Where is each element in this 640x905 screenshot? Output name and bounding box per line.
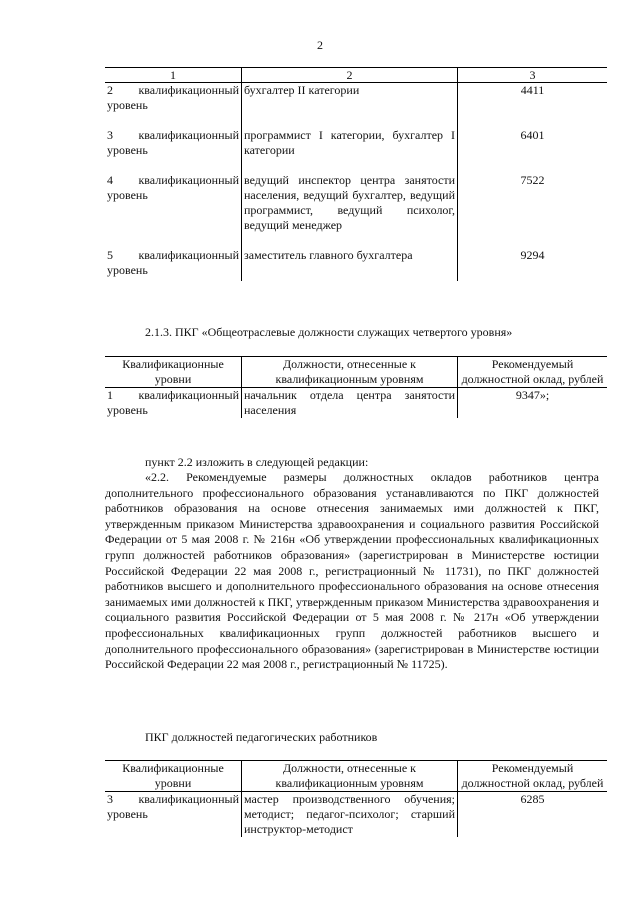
positions: программист I категории, бухгалтер I категории <box>242 128 458 173</box>
positions: бухгалтер II категории <box>242 83 458 129</box>
amendment-instruction: пункт 2.2 изложить в следующей редакции: <box>145 455 369 469</box>
column-number: 3 <box>458 68 608 83</box>
qualification-level: 3 квалификационный уровень <box>107 792 239 821</box>
column-header: Квалификационные уровни <box>105 761 242 792</box>
column-header: Рекомендуемый должностной оклад, рублей <box>458 357 608 388</box>
section-heading: 2.1.3. ПКГ «Общеотраслевые должности служащих четвертого уровня» <box>145 325 513 339</box>
column-header: Должности, отнесенные к квалификационным уровням <box>242 761 458 792</box>
page-number: 2 <box>317 38 323 52</box>
salary-value: 9294 <box>458 248 608 281</box>
salary-value: 6401 <box>458 128 608 173</box>
salary-table-fourth-level <box>105 356 607 418</box>
table-header-row <box>105 357 607 388</box>
column-header: Квалификационные уровни <box>105 357 242 388</box>
positions: мастер производственного обучения; методист; педагог-психолог; старший инструктор-методист <box>242 792 458 838</box>
positions: заместитель главного бухгалтера <box>242 248 458 281</box>
positions: ведущий инспектор центра занятости населения, ведущий бухгалтер, ведущий программист, ведущий психолог, ведущий менеджер <box>242 173 458 248</box>
qualification-level: 4 квалификационный уровень <box>107 173 239 202</box>
qualification-level: 3 квалификационный уровень <box>107 128 239 157</box>
positions: начальник отдела центра занятости населения <box>242 388 458 419</box>
table-column-number-row <box>105 68 607 83</box>
table-row <box>105 388 607 419</box>
table-row <box>105 248 607 281</box>
table-header-row <box>105 761 607 792</box>
column-number: 1 <box>105 68 242 83</box>
salary-table-continued <box>105 67 607 281</box>
salary-value: 6285 <box>458 792 608 838</box>
column-header: Рекомендуемый должностной оклад, рублей <box>458 761 608 792</box>
body-paragraph: «2.2. Рекомендуемые размеры должностных окладов работников центра дополнительного профессионального образования устанавливаются по ПКГ должностей работников образования на основе отнесения занимаемых ими должностей к ПКГ, утвержденным приказом Министерства здравоохранения и социального развития Российской Федерации от 5 мая 2008 г. № 216н «Об утверждении профессиональных квалификационных групп должностей работников образования» (зарегистрирован в Министерстве юстиции Российской Федерации 22 мая 2008 г., регистрационный № 11731), по ПКГ должностей работников высшего и дополнительного профессионального образования на основе отнесения занимаемых ими должностей к ПКГ, утвержденным приказом Министерства здравоохранения и социального развития Российской Федерации от 5 мая 2008 г. № 217н «Об утверждении профессиональных квалификационных групп должностей работников высшего и дополнительного профессионального образования» (зарегистрирован в Министерстве юстиции Российской Федерации 22 мая 2008 г., регистрационный № 11725). <box>105 470 599 672</box>
column-number: 2 <box>242 68 458 83</box>
qualification-level: 1 квалификационный уровень <box>107 388 239 417</box>
salary-table-pedagogical <box>105 760 607 837</box>
table-row <box>105 83 607 129</box>
qualification-level: 5 квалификационный уровень <box>107 248 239 277</box>
table-row <box>105 173 607 248</box>
salary-value: 7522 <box>458 173 608 248</box>
qualification-level: 2 квалификационный уровень <box>107 83 239 112</box>
table-row <box>105 128 607 173</box>
column-header: Должности, отнесенные к квалификационным уровням <box>242 357 458 388</box>
salary-value: 4411 <box>458 83 608 129</box>
table-title: ПКГ должностей педагогических работников <box>145 730 378 744</box>
table-row <box>105 792 607 838</box>
salary-value: 9347»; <box>458 388 608 419</box>
